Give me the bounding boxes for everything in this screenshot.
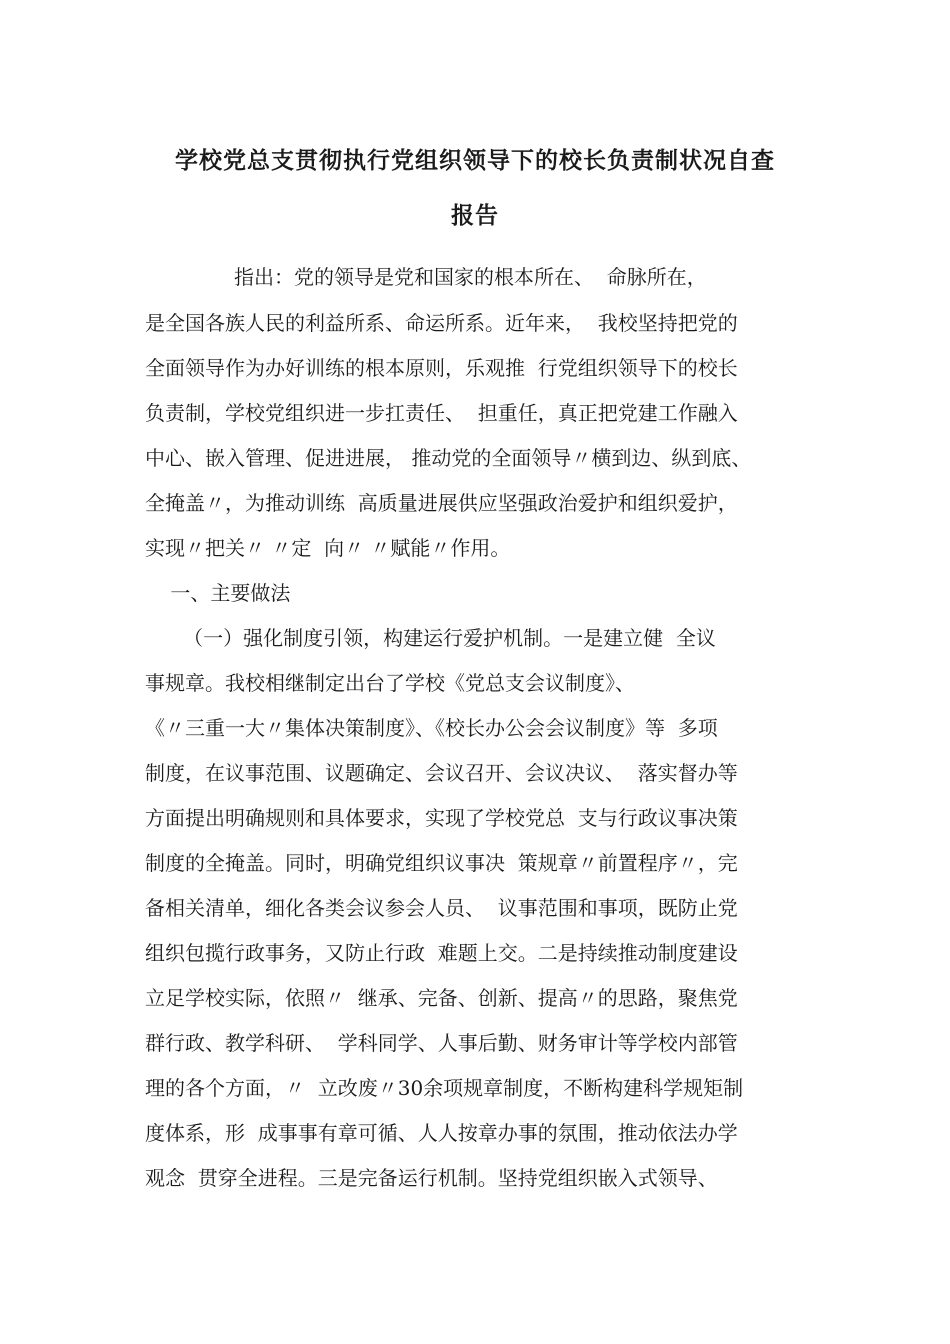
body-line: 指出：党的领导是党和国家的根本所在、 命脉所在，	[145, 265, 707, 289]
body-line: 是全国各族人民的利益所系、命运所系。近年来， 我校坚持把党的	[145, 311, 738, 335]
body-line: 事规章。我校相继制定出台了学校《党总支会议制度》、	[145, 671, 635, 695]
body-line: 制度，在议事范围、议题确定、会议召开、会议决议、 落实督办等	[145, 761, 738, 785]
body-line: 立足学校实际，依照〃 继承、完备、创新、提高〃的思路，聚焦党	[145, 986, 738, 1010]
body-line: 群行政、教学科研、 学科同学、人事后勤、财务审计等学校内部管	[145, 1031, 738, 1055]
body-line: 备相关清单，细化各类会议参会人员、 议事范围和事项，既防止党	[145, 896, 738, 920]
body-line: 度体系，形 成事事有章可循、人人按章办事的氛围，推动依法办学	[145, 1121, 738, 1145]
body-line: 组织包揽行政事务，又防止行政 难题上交。二是持续推动制度建设	[145, 941, 738, 965]
body-line: 方面提出明确规则和具体要求，实现了学校党总 支与行政议事决策	[145, 806, 738, 830]
document-title-line-2: 报告	[451, 203, 499, 229]
body-line: 观念 贯穿全进程。三是完备运行机制。坚持党组织嵌入式领导、	[145, 1166, 718, 1190]
body-line: 全面领导作为办好训练的根本原则，乐观推 行党组织领导下的校长	[145, 356, 738, 380]
body-line: 负责制，学校党组织进一步扛责任、 担重任，真正把党建工作融入	[145, 401, 738, 425]
body-line: 理的各个方面，〃 立改废〃30余项规章制度，不断构建科学规矩制	[145, 1076, 744, 1100]
document-title-line-1: 学校党总支贯彻执行党组织领导下的校长负责制状况自查	[175, 148, 775, 174]
body-line: （一）强化制度引领，构建运行爱护机制。一是建立健 全议	[145, 626, 716, 650]
body-line: 制度的全掩盖。同时，明确党组织议事决 策规章〃前置程序〃，完	[145, 851, 738, 875]
body-line: 实现〃把关〃 〃定 向〃 〃赋能〃作用。	[145, 536, 511, 560]
body-line: 中心、嵌入管理、促进进展， 推动党的全面领导〃横到边、纵到底、	[145, 446, 752, 470]
section-heading: 一、主要做法	[145, 581, 291, 605]
body-line: 《〃三重一大〃集体决策制度》、《校长办公会会议制度》等 多项	[145, 716, 718, 740]
body-line: 全掩盖〃，为推动训练 高质量进展供应坚强政治爱护和组织爱护，	[145, 491, 738, 515]
